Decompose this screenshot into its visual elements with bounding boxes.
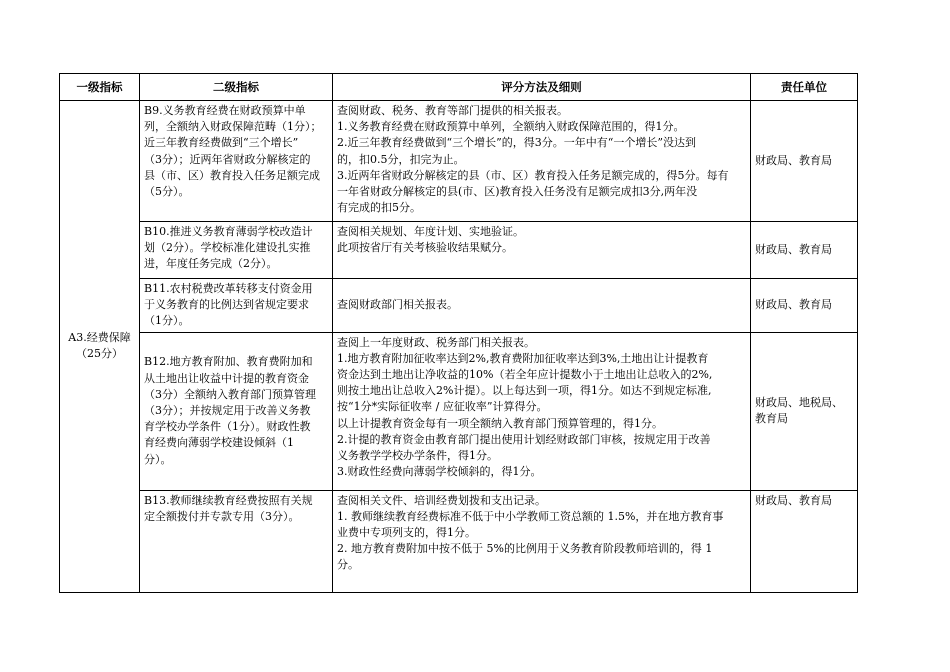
method-line: 1.地方教育附加征收率达到2%,教育费附加征收率达到3%,土地出让计提教育 [337,351,709,365]
evaluation-table [59,73,858,593]
indicator-line: 于义务教育的比例达到省规定要求 [144,298,309,312]
method-line: 有完成的扣5分。 [337,201,421,215]
method-line: 2.计提的教育资金由教育部门提出使用计划经财政部门审核，按规定用于改善 [337,432,711,446]
unit-line: 财政局、地税局、 [755,395,843,409]
unit-line: 财政局、教育局 [755,493,832,507]
method-cell [333,332,751,490]
indicator-cell [140,279,333,333]
method-line: 分。 [337,558,359,572]
indicator-line: B9.义务教育经费在财政预算中单 [144,104,306,117]
method-line: 1. 教师继续教育经费标准不低于中小学教师工资总额的 1.5%，并在地方教育事 [337,509,724,523]
header-level1: 一级指标 [60,74,140,101]
indicator-line: 育经费向薄弱学校建设倾斜（1 [144,436,294,450]
indicator-line: B12.地方教育附加、教育费附加和 [144,355,313,369]
indicator-line: （3分）；近两年省财政分解核定的 [144,152,311,166]
indicator-line: B13.教师继续教育经费按照有关规 [144,493,313,507]
indicator-line: 从土地出让收益中计提的教育资金 [144,371,309,385]
method-line: 一年省财政分解核定的县(市、区)教育投入任务没有足额完成扣3分,两年没 [337,185,698,199]
indicator-cell [140,490,333,592]
indicator-cell [140,222,333,279]
unit-cell [751,101,858,222]
indicator-line: 划（2分）。学校标准化建设扎实推 [144,241,311,255]
method-line: 3.近两年省财政分解核定的县（市、区）教育投入任务足额完成的，得5分。每有 [337,168,729,182]
method-line: 按“1分*实际征收率 / 应征收率”计算得分。 [337,400,548,414]
indicator-line: 育学校办学条件（1分）。财政性教 [144,420,311,434]
indicator-line: （3分）；并按规定用于改善义务教 [144,404,311,417]
category-cell [60,101,140,593]
method-line: 资金达到土地出让净收益的10%（若全年应计提数小于土地出让总收入的2%, [337,368,713,382]
category-score: （25分） [76,347,123,361]
method-line: 查阅相关文件、培训经费划拨和支出记录。 [337,493,546,507]
method-line: 3.财政性经费向薄弱学校倾斜的，得1分。 [337,465,542,479]
indicator-line: 列，全额纳入财政保障范畴（1分）； [144,120,322,134]
method-line: 1.义务教育经费在财政预算中单列，全额纳入财政保障范围的，得1分。 [337,120,685,134]
method-line: 查阅相关规划、年度计划、实地验证。 [337,225,524,238]
unit-cell [751,222,858,279]
method-line: 2.近三年教育经费做到“三个增长”的，得3分。一年中有“一个增长”没达到 [337,136,696,150]
unit-line: 财政局、教育局 [755,153,832,167]
table-row [60,279,858,333]
method-cell [333,490,751,592]
table-row [60,490,858,592]
header-level2: 二级指标 [140,74,333,101]
table-header-row [60,74,858,101]
method-cell [333,222,751,279]
method-line: 的，扣0.5分，扣完为止。 [337,152,465,166]
method-line: 查阅财政、税务、教育等部门提供的相关报表。 [337,104,568,117]
indicator-line: B11.农村税费改革转移支付资金用 [144,282,313,295]
method-cell [333,101,751,222]
method-line: 查阅上一年度财政、税务部门相关报表。 [337,335,535,349]
indicator-line: 近三年教育经费做到“三个增长” [144,136,299,150]
method-line: 查阅财政部门相关报表。 [337,298,458,312]
table-row [60,101,858,222]
indicator-line: （1分）。 [144,314,190,328]
indicator-line: 定全额拨付并专款专用（3分）。 [144,509,300,523]
header-method: 评分方法及细则 [333,74,751,101]
header-unit: 责任单位 [751,74,858,101]
unit-line: 教育局 [755,412,788,426]
category-name: A3.经费保障 [68,331,131,345]
indicator-cell [140,332,333,490]
table-row [60,222,858,279]
indicator-line: 县（市、区）教育投入任务足额完成 [144,168,320,182]
indicator-line: 进，年度任务完成（2分）。 [144,257,278,271]
method-line: 则按土地出让总收入2%计提）。以上每达到一项，得1分。如达不到规定标准, [337,384,712,398]
unit-line: 财政局、教育局 [755,242,832,256]
indicator-line: （5分）。 [144,185,190,199]
method-line: 2. 地方教育费附加中按不低于 5%的比例用于义务教育阶段教师培训的，得 1 [337,542,713,556]
unit-cell [751,332,858,490]
method-line: 以上计提教育资金每有一项全额纳入教育部门预算管理的，得1分。 [337,416,663,430]
unit-line: 财政局、教育局 [755,298,832,312]
method-cell [333,279,751,333]
indicator-cell [140,101,333,222]
indicator-line: B10.推进义务教育薄弱学校改造计 [144,225,313,238]
indicator-line: 分）。 [144,452,172,466]
indicator-line: （3分）全额纳入教育部门预算管理 [144,387,316,401]
table-row [60,332,858,490]
method-line: 义务教学学校办学条件，得1分。 [337,449,498,463]
method-line: 此项按省厅有关考核验收结果赋分。 [337,241,513,255]
unit-cell [751,490,858,592]
unit-cell [751,279,858,333]
method-line: 业费中专项列支的，得1分。 [337,526,476,540]
